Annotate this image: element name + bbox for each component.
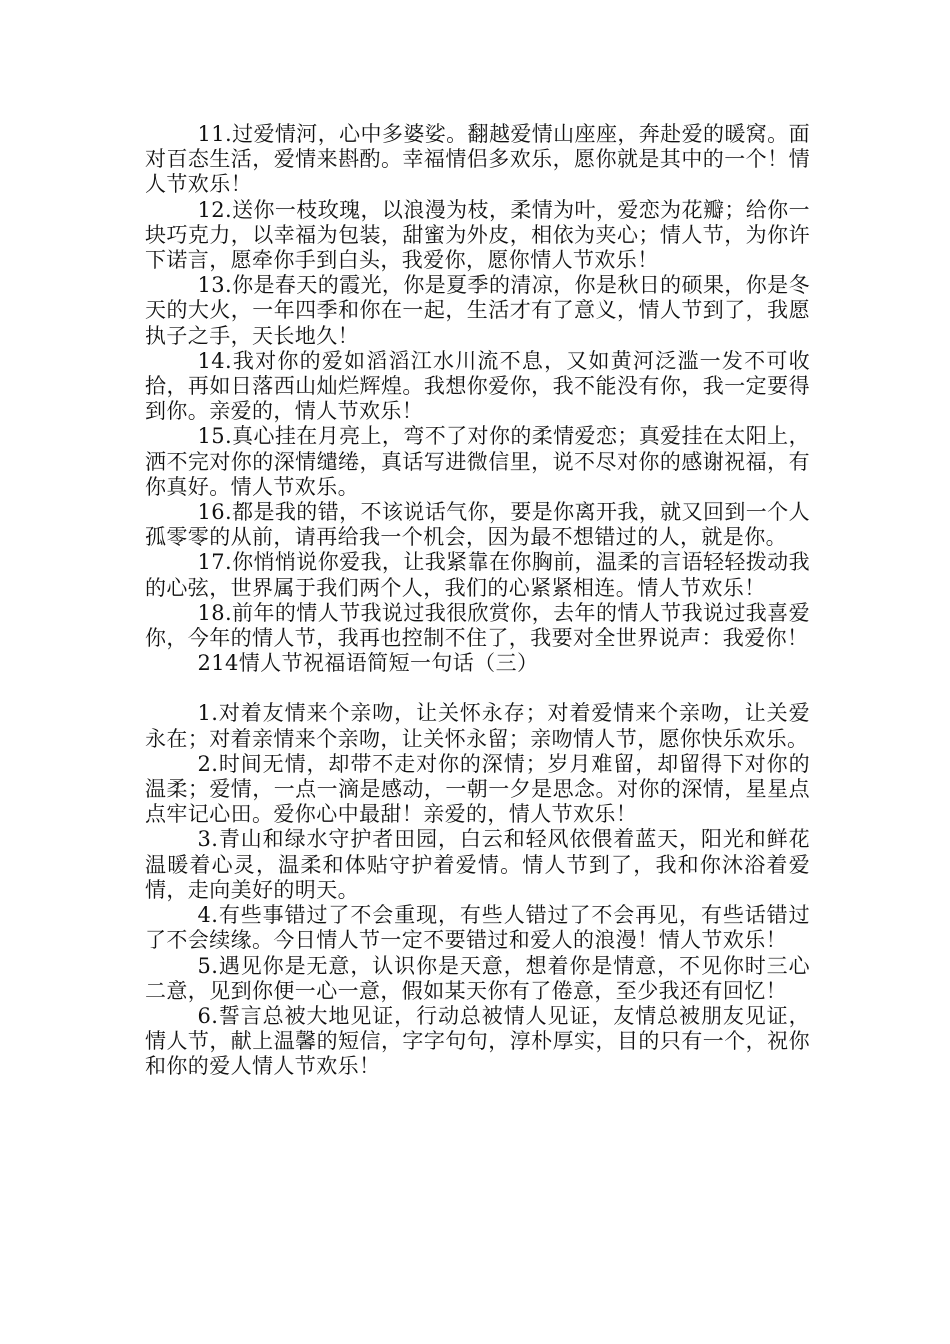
paragraph-13: 13.你是春天的霞光，你是夏季的清凉，你是秋日的硕果，你是冬天的大火，一年四季和你在一起，生活才有了意义，情人节到了，我愿执子之手，天长地久！ bbox=[145, 273, 810, 348]
paragraph-17: 17.你悄悄说你爱我，让我紧靠在你胸前，温柔的言语轻轻拨动我的心弦，世界属于我们两个人，我们的心紧紧相连。情人节欢乐！ bbox=[145, 550, 810, 600]
paragraph-15: 15.真心挂在月亮上，弯不了对你的柔情爱恋；真爱挂在太阳上，洒不完对你的深情缱绻，真话写进微信里，说不尽对你的感谢祝福，有你真好。情人节欢乐。 bbox=[145, 424, 810, 499]
section-a bbox=[145, 122, 810, 651]
paragraph-1: 1.对着友情来个亲吻，让关怀永存；对着爱情来个亲吻，让关爱永在；对着亲情来个亲吻，让关怀永留；亲吻情人节，愿你快乐欢乐。 bbox=[145, 701, 810, 751]
document-page bbox=[145, 122, 810, 1080]
paragraph-14: 14.我对你的爱如滔滔江水川流不息，又如黄河泛滥一发不可收拾，再如日落西山灿烂辉煌。我想你爱你，我不能没有你，我一定要得到你。亲爱的，情人节欢乐！ bbox=[145, 348, 810, 424]
paragraph-11: 11.过爱情河，心中多婆娑。翻越爱情山座座，奔赴爱的暖窝。面对百态生活，爱情来斟酌。幸福情侣多欢乐，愿你就是其中的一个！情人节欢乐！ bbox=[145, 122, 810, 197]
paragraph-12: 12.送你一枝玫瑰，以浪漫为枝，柔情为叶，爱恋为花瓣；给你一块巧克力，以幸福为包装，甜蜜为外皮，相依为夹心；情人节，为你许下诺言，愿牵你手到白头，我爱你，愿你情人节欢乐！ bbox=[145, 197, 810, 273]
section-heading: 214情人节祝福语简短一句话（三） bbox=[197, 651, 539, 676]
section-b bbox=[145, 701, 810, 1079]
paragraph-4: 4.有些事错过了不会重现，有些人错过了不会再见，有些话错过了不会续缘。今日情人节一定不要错过和爱人的浪漫！情人节欢乐！ bbox=[145, 903, 810, 953]
paragraph-6: 6.誓言总被大地见证，行动总被情人见证，友情总被朋友见证，情人节，献上温馨的短信，字字句句，淳朴厚实，目的只有一个，祝你和你的爱人情人节欢乐！ bbox=[145, 1003, 810, 1079]
paragraph-18: 18.前年的情人节我说过我很欣赏你，去年的情人节我说过我喜爱你，今年的情人节，我再也控制不住了，我要对全世界说声：我爱你！ bbox=[145, 600, 810, 651]
paragraph-5: 5.遇见你是无意，认识你是天意，想着你是情意，不见你时三心二意，见到你便一心一意，假如某天你有了倦意，至少我还有回忆！ bbox=[145, 953, 810, 1003]
paragraph-2: 2.时间无情，却带不走对你的深情；岁月难留，却留得下对你的温柔；爱情，一点一滴是感动，一朝一夕是思念。对你的深情，星星点点牢记心田。爱你心中最甜！亲爱的，情人节欢乐！ bbox=[145, 751, 810, 827]
paragraph-3: 3.青山和绿水守护者田园，白云和轻风依偎着蓝天，阳光和鲜花温暖着心灵，温柔和体贴守护着爱情。情人节到了，我和你沐浴着爱情，走向美好的明天。 bbox=[145, 827, 810, 902]
paragraph-16: 16.都是我的错，不该说话气你，要是你离开我，就又回到一个人孤零零的从前，请再给我一个机会，因为最不想错过的人，就是你。 bbox=[145, 500, 810, 550]
